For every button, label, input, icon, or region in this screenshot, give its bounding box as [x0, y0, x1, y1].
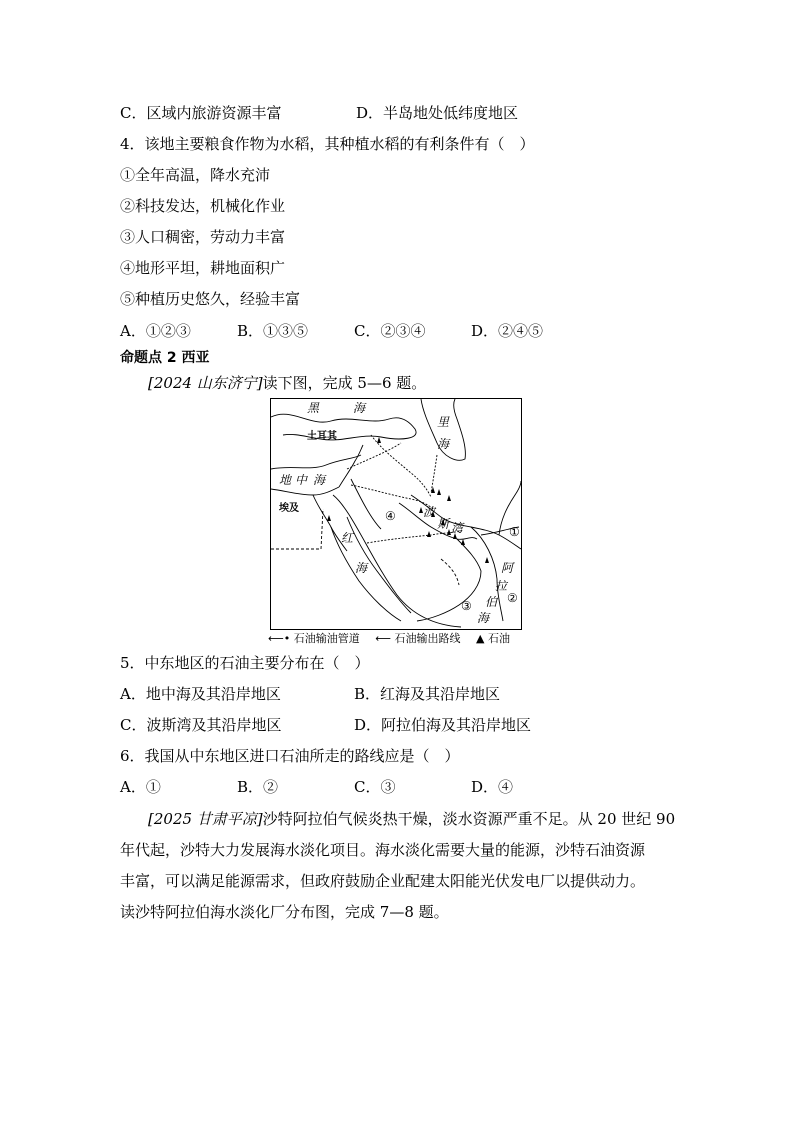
q5-option-d: D．阿拉伯海及其沿岸地区 — [354, 716, 532, 734]
q4-option-b: B．①③⑤ — [237, 322, 309, 340]
label-arab-2: 拉 — [495, 579, 508, 593]
label-med-1: 地 — [279, 473, 292, 487]
label-gulf-1: 波 — [423, 505, 436, 519]
label-med-2: 中 — [295, 473, 308, 487]
q4-item-5: ⑤种植历史悠久，经验丰富 — [120, 290, 301, 308]
label-med-3: 海 — [313, 473, 326, 487]
legend-pipeline-label: 石油输油管道 — [293, 632, 360, 645]
intro-7-8-line-2: 年代起，沙特大力发展海水淡化项目。海水淡化需要大量的能源，沙特石油资源 — [120, 841, 646, 859]
label-turkey: 土耳其 — [307, 431, 337, 442]
label-egypt: 埃及 — [279, 503, 299, 514]
label-caspian-1: 里 — [437, 415, 450, 429]
q4-option-c: C．②③④ — [354, 322, 426, 340]
route-label-4: ④ — [385, 509, 396, 523]
label-gulf-3: 湾 — [451, 521, 464, 535]
q5-stem: 5．中东地区的石油主要分布在（ ） — [120, 654, 370, 672]
q5-option-a: A．地中海及其沿岸地区 — [120, 685, 281, 703]
legend-pipeline: ⟵• 石油输油管道 — [268, 632, 360, 645]
label-arab-4: 海 — [477, 611, 490, 625]
legend-oil: ▲ 石油 — [476, 632, 511, 645]
intro-7-8-text-1: 沙特阿拉伯气候炎热干燥，淡水资源严重不足。从 20 世纪 90 — [262, 810, 676, 828]
middle-east-oil-map — [270, 398, 522, 630]
q4-option-a: A．①②③ — [120, 322, 191, 340]
q4-option-d: D．②④⑤ — [471, 322, 544, 340]
legend-route-label: 石油输出路线 — [394, 632, 461, 645]
legend-route: ⟵ 石油输出路线 — [375, 632, 461, 645]
source-tag: [2024 山东济宁] — [148, 374, 263, 392]
route-label-1: ① — [509, 525, 520, 539]
q6-option-d: D．④ — [471, 778, 514, 796]
intro-7-8-line-3: 丰富，可以满足能源需求，但政府鼓励企业配建太阳能光伏发电厂以提供动力。 — [120, 872, 646, 890]
q6-stem: 6．我国从中东地区进口石油所走的路线应是（ ） — [120, 747, 460, 765]
q3-option-c: C．区域内旅游资源丰富 — [120, 104, 282, 122]
label-caspian-2: 海 — [437, 437, 450, 451]
label-black-sea-1: 黑 — [307, 401, 320, 415]
label-red-1: 红 — [341, 531, 354, 545]
intro-7-8-line-1 — [148, 809, 675, 829]
legend-oil-label: 石油 — [488, 632, 511, 645]
q3-option-d: D．半岛地处低纬度地区 — [356, 104, 519, 122]
q6-option-c: C．③ — [354, 778, 396, 796]
intro-7-8-line-4: 读沙特阿拉伯海水淡化厂分布图，完成 7—8 题。 — [120, 903, 449, 921]
q5-option-b: B．红海及其沿岸地区 — [354, 685, 501, 703]
q4-item-4: ④地形平坦，耕地面积广 — [120, 259, 286, 277]
label-red-2: 海 — [355, 561, 368, 575]
intro-text: 读下图，完成 5—6 题。 — [262, 374, 427, 392]
intro-5-6 — [148, 373, 426, 393]
q4-stem: 4．该地主要粮食作物为水稻，其种植水稻的有利条件有（ ） — [120, 135, 535, 153]
label-gulf-2: 斯 — [437, 517, 450, 531]
map-legend — [268, 632, 522, 646]
route-label-3: ③ — [461, 599, 472, 613]
q6-option-b: B．② — [237, 778, 279, 796]
label-black-sea-2: 海 — [353, 401, 366, 415]
q4-item-3: ③人口稠密，劳动力丰富 — [120, 228, 286, 246]
label-arab-3: 伯 — [485, 595, 498, 609]
q4-item-1: ①全年高温，降水充沛 — [120, 166, 271, 184]
section-heading: 命题点 2 西亚 — [120, 350, 210, 366]
q4-item-2: ②科技发达，机械化作业 — [120, 197, 286, 215]
q5-option-c: C．波斯湾及其沿岸地区 — [120, 716, 282, 734]
label-arab-1: 阿 — [501, 561, 514, 575]
q6-option-a: A．① — [120, 778, 161, 796]
route-label-2: ② — [507, 591, 518, 605]
source-tag-2: [2025 甘肃平凉] — [148, 810, 263, 828]
